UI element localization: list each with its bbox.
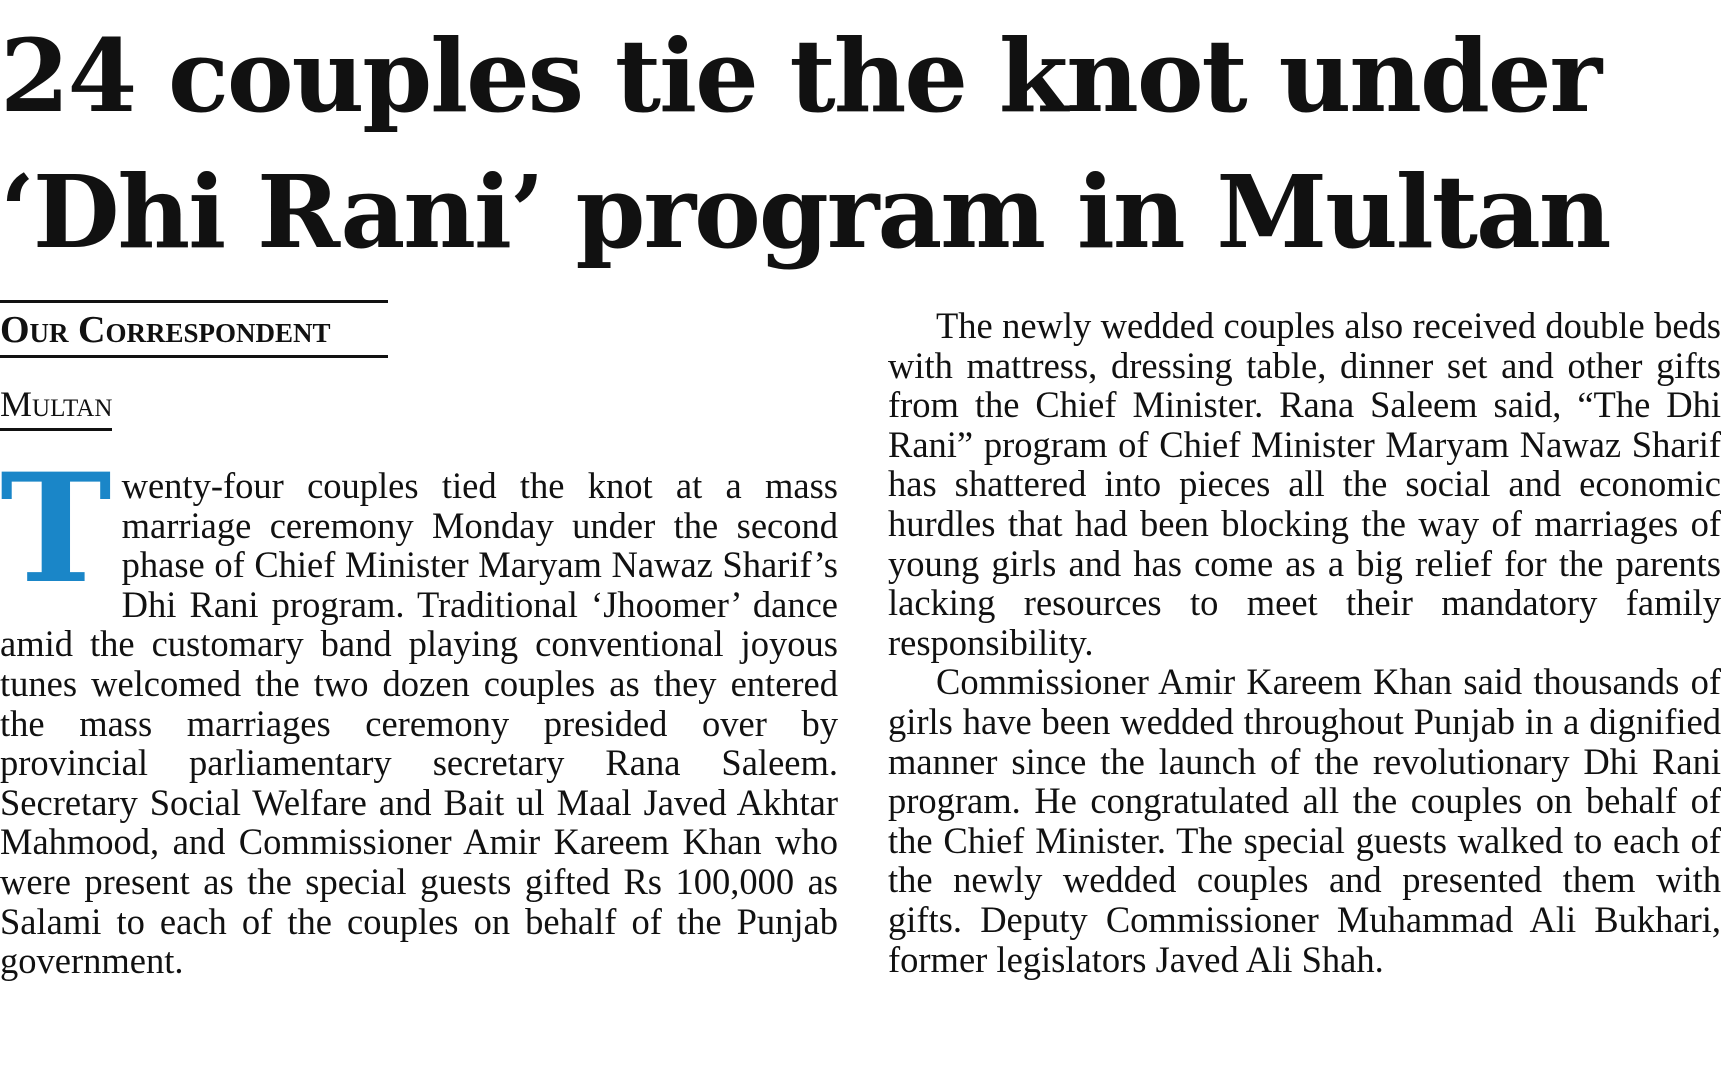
lead-paragraph-text: wenty-four couples tied the knot at a mass marriage ceremony Monday under the second phase of Chief Minister Maryam Nawaz Sharif’s Dhi Rani program. Traditional ‘Jhoomer’ dance amid the customary band playing conventional joyous tunes welcomed the two dozen couples as they entered the mass marriages ceremony presided over by provincial parliamentary secretary Rana Saleem. Secretary Social Welfare and Bait ul Maal Javed Akhtar Mahmood, and Commissioner Amir Kareem Khan who were present as the special guests gifted Rs 100,000 as Salami to each of the couples on behalf of the Punjab government. (0, 465, 838, 982)
headline (0, 8, 1721, 280)
paragraph-2: The newly wedded couples also received double beds with mattress, dressing table, dinner set and other gifts from the Chief Minister. Rana Saleem said, “The Dhi Rani” program of Chief Minister Maryam Nawaz Sharif has shattered into pieces all the social and economic hurdles that had been blocking the way of marriages of young girls and has come as a big relief for the parents lacking resources to meet their mandatory family responsibility. (888, 305, 1721, 663)
headline-line-1: 24 couples tie the knot under (0, 17, 1601, 135)
article-column-left (0, 441, 838, 982)
headline-line-2: ‘Dhi Rani’ program in Multan (0, 153, 1610, 271)
paragraph-3: Commissioner Amir Kareem Khan said thousands of girls have been wedded throughout Punjab in a dignified manner since the launch of the revolutionary Dhi Rani program. He congratulated all the couples on behalf of the Chief Minister. The special guests walked to each of the newly wedded couples and presented them with gifts. Deputy Commissioner Muhammad Ali Bukhari, former legislators Javed Ali Shah. (888, 661, 1721, 980)
lead-paragraph (0, 441, 838, 982)
dateline: Multan (0, 384, 112, 431)
byline: Our Correspondent (0, 300, 388, 358)
drop-cap: T (0, 441, 112, 617)
article-column-right (888, 306, 1721, 979)
